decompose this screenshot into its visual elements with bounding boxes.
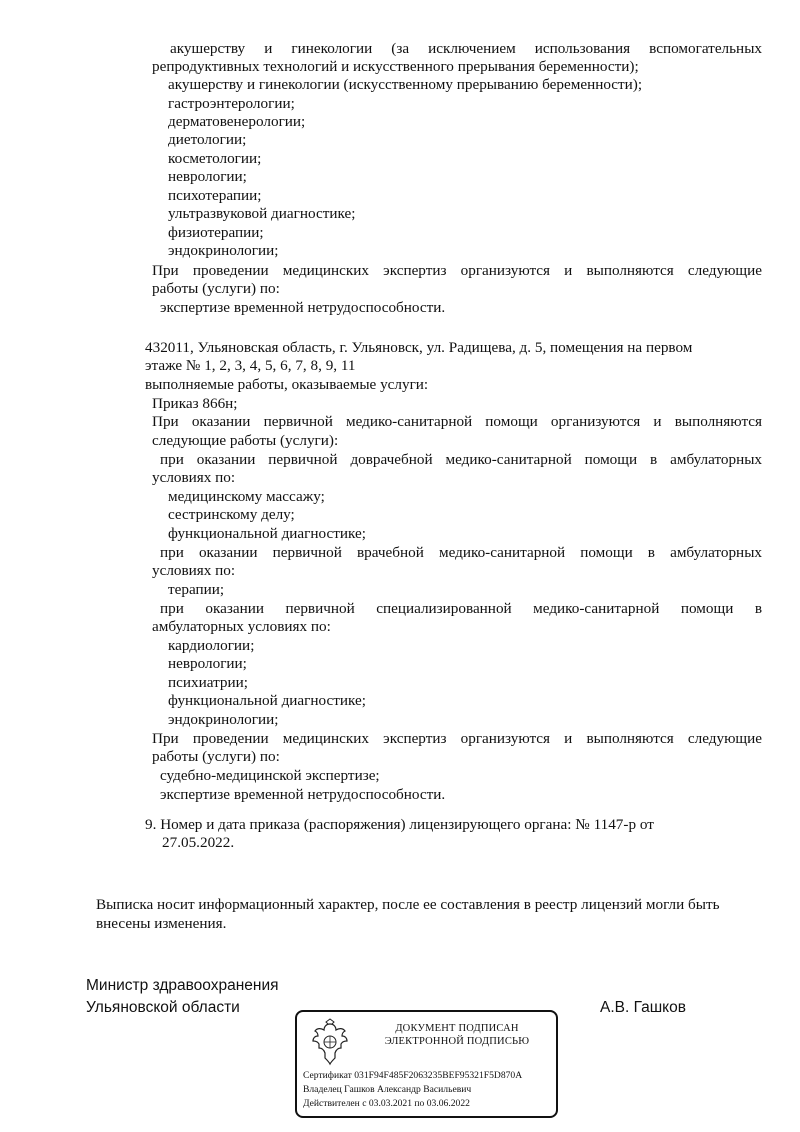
list-item: функциональной диагностике; [168,692,366,709]
text-line: репродуктивных технологий и искусственного прерывания беременности); [152,58,639,75]
order-number: 9. Номер и дата приказа (распоряжения) лицензирующего органа: № 1147-р от [145,816,654,833]
stamp-validity: Действителен с 03.03.2021 по 03.06.2022 [303,1098,470,1109]
stamp-title-line: ДОКУМЕНТ ПОДПИСАН [395,1023,519,1034]
signatory-position: Министр здравоохранения [86,977,279,994]
list-item: диетологии; [168,131,247,148]
stamp-title [367,1022,547,1048]
list-item: экспертизе временной нетрудоспособности. [160,786,446,803]
list-item: косметологии; [168,150,262,167]
text-line: работы (услуги) по: [152,280,280,297]
electronic-signature-stamp [295,1010,558,1118]
order-date: 27.05.2022. [162,834,235,851]
text-line: При проведении медицинских экспертиз организуются и выполняются следующие [152,262,762,279]
signatory-name: А.В. Гашков [600,999,686,1016]
list-item: дерматовенерологии; [168,113,306,130]
text-line: при оказании первичной доврачебной медико-санитарной помощи в амбулаторных [160,451,762,468]
list-item: судебно-медицинской экспертизе; [160,767,380,784]
list-item: гастроэнтерологии; [168,95,295,112]
list-item: психотерапии; [168,187,262,204]
list-item: кардиологии; [168,637,255,654]
list-item: медицинскому массажу; [168,488,325,505]
list-item: эндокринологии; [168,711,279,728]
text-line: акушерству и гинекологии (за исключением использования вспомогательных [170,40,762,57]
list-item: экспертизе временной нетрудоспособности. [160,299,446,316]
text-line: при оказании первичной врачебной медико-санитарной помощи в амбулаторных [160,544,762,561]
text-line: следующие работы (услуги): [152,432,339,449]
address-line: этаже № 1, 2, 3, 4, 5, 6, 7, 8, 9, 11 [145,357,356,374]
list-item: эндокринологии; [168,242,279,259]
text-line: условиях по: [152,469,236,486]
text-line: работы (услуги) по: [152,748,280,765]
list-item: функциональной диагностике; [168,525,366,542]
signatory-position: Ульяновской области [86,999,240,1016]
address-line: 432011, Ульяновская область, г. Ульяновск, ул. Радищева, д. 5, помещения на первом [145,339,693,356]
text-line: При проведении медицинских экспертиз организуются и выполняются следующие [152,730,762,747]
text-line: При оказании первичной медико-санитарной помощи организуются и выполняются [152,413,762,430]
list-item: ультразвуковой диагностике; [168,205,356,222]
text-line: амбулаторных условиях по: [152,618,331,635]
stamp-owner: Владелец Гашков Александр Васильевич [303,1084,472,1095]
stamp-certificate: Сертификат 031F94F485F2063235BEF95321F5D870A [303,1070,523,1081]
coat-of-arms-icon [309,1018,351,1068]
list-item: психиатрии; [168,674,248,691]
list-item: физиотерапии; [168,224,264,241]
list-item: терапии; [168,581,225,598]
text-line: выполняемые работы, оказываемые услуги: [145,376,429,393]
list-item: неврологии; [168,168,247,185]
stamp-title-line: ЭЛЕКТРОННОЙ ПОДПИСЬЮ [384,1036,530,1047]
text-line: при оказании первичной специализированной медико-санитарной помощи в [160,600,762,617]
info-note: внесены изменения. [96,915,227,932]
text-line: акушерству и гинекологии (искусственному прерыванию беременности); [168,76,643,93]
info-note: Выписка носит информационный характер, после ее составления в реестр лицензий могли быть [96,896,720,913]
text-line: условиях по: [152,562,236,579]
list-item: неврологии; [168,655,247,672]
text-line: Приказ 866н; [152,395,238,412]
list-item: сестринскому делу; [168,506,295,523]
